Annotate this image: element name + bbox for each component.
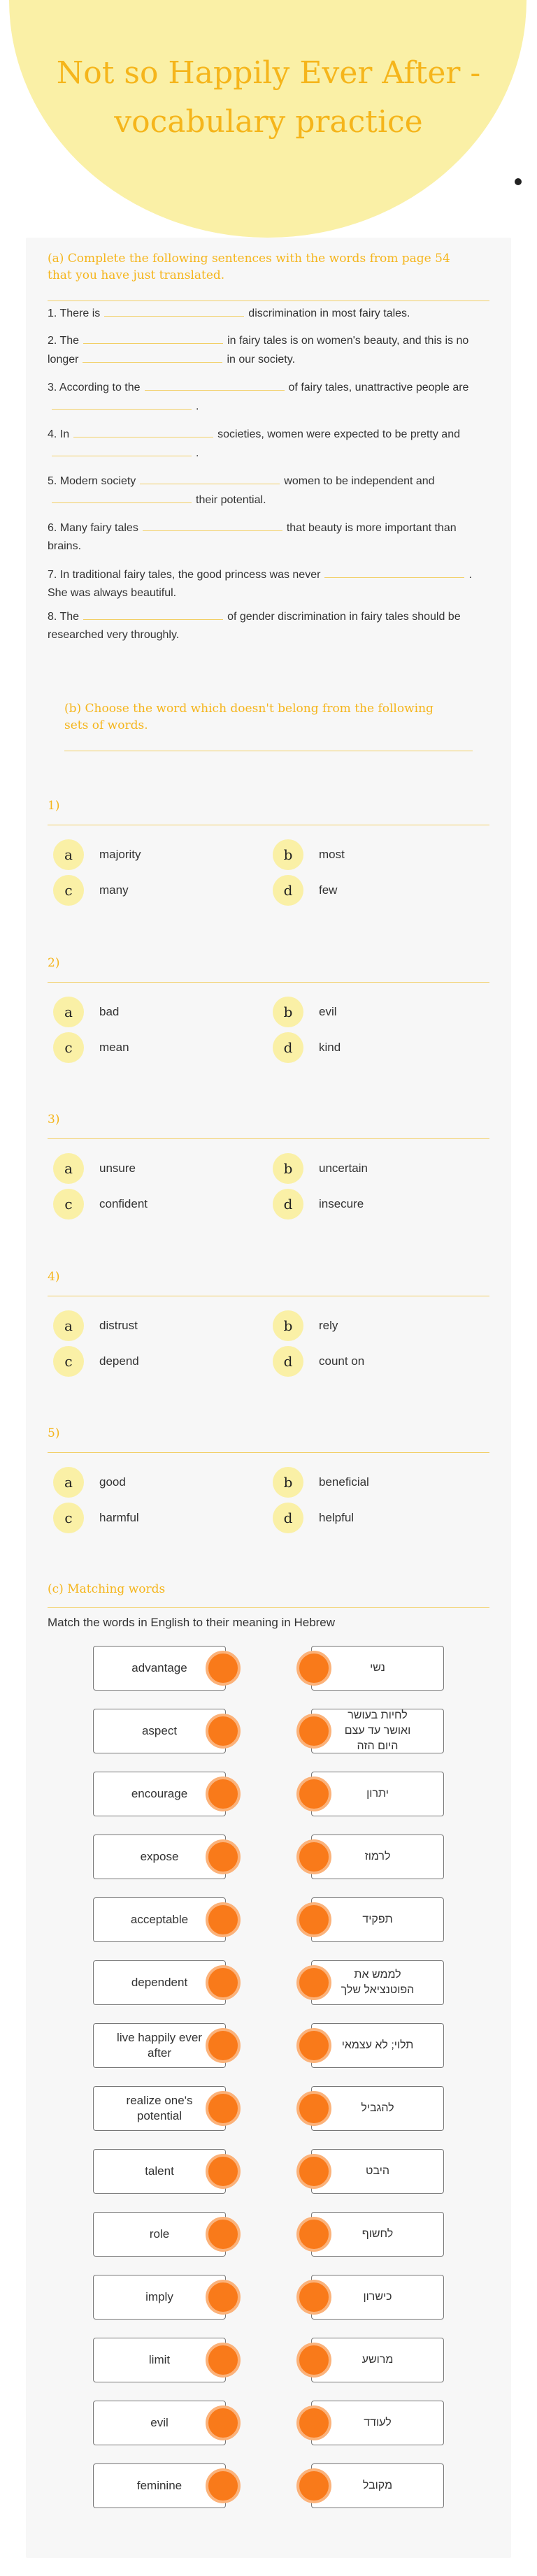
match-dot-right[interactable] [296,2091,331,2126]
option-letter: b [273,1153,303,1184]
english-word-card[interactable]: acceptable [93,1897,226,1942]
match-dot-right[interactable] [296,1965,331,2000]
sentence [48,378,489,416]
sentence-middle: women to be independent and [284,475,435,487]
divider [48,982,489,983]
match-dot-right[interactable] [296,2280,331,2315]
divider [48,1607,489,1608]
page-title: Not so Happily Ever After - vocabulary practice [56,55,481,140]
english-word-card[interactable]: realize one's potential [93,2086,226,2131]
blank-input[interactable] [52,444,192,456]
hebrew-word-card[interactable]: היבט [311,2149,444,2194]
sentence-start: 5. Modern society [48,475,136,487]
match-dot-left[interactable] [206,2405,241,2440]
part-b-heading: (b) Choose the word which doesn't belong from the following sets of words. [64,702,434,732]
option-d[interactable] [273,1032,341,1063]
blank-input[interactable] [52,491,192,503]
match-dot-left[interactable] [206,2154,241,2189]
sentence-start: 6. Many fairy tales [48,522,138,534]
option-letter: c [53,1503,84,1533]
hebrew-word-card[interactable]: לרמוז [311,1835,444,1879]
part-a-heading: (a) Complete the following sentences with the words from page 54 that you have just translated. [48,252,450,282]
hebrew-word-card[interactable]: לחיות בעושר ואושר עד עצם היום הזה [311,1709,444,1753]
sentence-middle: in fairy tales is on women's beauty, and this is no longer [48,335,469,366]
option-d[interactable] [273,875,337,906]
sentence-middle: discrimination in most fairy tales. [248,307,410,319]
option-text: uncertain [319,1162,368,1175]
divider [48,1452,489,1453]
option-letter: d [273,1032,303,1063]
blank-input[interactable] [143,519,282,531]
blank-input[interactable] [83,331,223,344]
sentence [48,519,489,556]
match-dot-right[interactable] [296,1651,331,1686]
option-a[interactable] [53,839,141,870]
sentence-start: 1. There is [48,307,101,319]
option-letter: d [273,1189,303,1220]
sentence-end: in our society. [227,354,296,366]
match-dot-left[interactable] [206,2028,241,2063]
hebrew-word-card[interactable]: כישרון [311,2275,444,2320]
option-b[interactable] [273,839,345,870]
option-letter: a [53,839,84,870]
match-dot-left[interactable] [206,2217,241,2252]
option-b[interactable] [273,997,337,1027]
match-dot-left[interactable] [206,2468,241,2503]
blank-input[interactable] [140,472,280,484]
part-c-heading: (c) Matching words [48,1582,166,1596]
english-word-card[interactable]: dependent [93,1960,226,2005]
sentence-start: 2. The [48,335,80,347]
blank-input[interactable] [104,304,244,317]
option-c[interactable] [53,1189,148,1220]
hebrew-word-card[interactable]: מקובל [311,2463,444,2508]
blank-input[interactable] [52,397,192,410]
english-word-card[interactable]: limit [93,2338,226,2382]
option-b[interactable] [273,1467,369,1498]
option-a[interactable] [53,1153,136,1184]
sentence [48,425,489,463]
option-a[interactable] [53,1310,138,1341]
question-number: 3) [48,1113,60,1127]
option-a[interactable] [53,1467,126,1498]
option-letter: b [273,1310,303,1341]
match-dot-left[interactable] [206,1777,241,1811]
option-d[interactable] [273,1189,364,1220]
option-text: depend [99,1354,139,1368]
match-dot-right[interactable] [296,1714,331,1749]
match-dot-right[interactable] [296,2468,331,2503]
match-dot-left[interactable] [206,2091,241,2126]
match-dot-left[interactable] [206,1902,241,1937]
divider [48,1138,489,1139]
option-letter: b [273,1467,303,1498]
sentence-middle: . She was always beautiful. [48,569,472,599]
blank-input[interactable] [83,607,223,620]
english-word-card[interactable]: live happily ever after [93,2023,226,2068]
option-b[interactable] [273,1153,368,1184]
question-number: 1) [48,799,60,813]
sentence-end: their potential. [196,494,266,506]
blank-input[interactable] [73,425,213,437]
match-dot-right[interactable] [296,2028,331,2063]
option-text: count on [319,1354,365,1368]
option-text: rely [319,1319,338,1332]
hebrew-word-card[interactable]: יתרון [311,1772,444,1816]
match-dot-left[interactable] [206,1839,241,1874]
sentence [48,331,489,369]
option-letter: d [273,1503,303,1533]
match-dot-left[interactable] [206,1965,241,2000]
part-c-intro: Match the words in English to their meaning in Hebrew [48,1616,336,1629]
question-number: 2) [48,956,60,970]
english-word-card[interactable]: encourage [93,1772,226,1816]
sentence-start: 7. In traditional fairy tales, the good princess was never [48,569,321,581]
option-letter: c [53,1189,84,1220]
hebrew-word-card[interactable]: להגביל [311,2086,444,2131]
match-dot-right[interactable] [296,1902,331,1937]
hebrew-word-card[interactable]: תפקיד [311,1897,444,1942]
blank-input[interactable] [324,565,464,578]
option-text: most [319,848,345,861]
option-letter: b [273,997,303,1027]
option-letter: c [53,875,84,906]
english-word-card[interactable]: talent [93,2149,226,2194]
match-dot-left[interactable] [206,1714,241,1749]
english-word-card[interactable]: feminine [93,2463,226,2508]
option-letter: d [273,1346,303,1377]
english-word-card[interactable]: evil [93,2401,226,2445]
option-letter: c [53,1032,84,1063]
sentence [48,472,489,509]
option-letter: a [53,1153,84,1184]
option-text: majority [99,848,141,861]
hebrew-word-card[interactable]: לחשוף [311,2212,444,2257]
option-text: helpful [319,1511,355,1524]
option-text: evil [319,1005,337,1018]
question-number: 5) [48,1426,60,1440]
english-word-card[interactable]: advantage [93,1646,226,1691]
option-letter: a [53,1467,84,1498]
option-text: unsure [99,1162,136,1175]
sentence-start: 4. In [48,428,70,440]
option-text: harmful [99,1511,139,1524]
sentence-middle: that beauty is more important than brains. [48,522,457,552]
option-letter: a [53,1310,84,1341]
sentence [48,565,489,602]
match-dot-right[interactable] [296,2154,331,2189]
sentence-middle: of gender discrimination in fairy tales should be researched very throughly. [48,611,461,641]
hebrew-word-card[interactable]: נשי [311,1646,444,1691]
match-dot-left[interactable] [206,2343,241,2378]
sentence-start: 3. According to the [48,382,141,393]
option-text: confident [99,1197,148,1210]
option-text: good [99,1475,126,1489]
hebrew-word-card[interactable]: לעודד [311,2401,444,2445]
blank-input[interactable] [83,350,222,363]
sentence [48,607,489,644]
option-letter: b [273,839,303,870]
option-text: beneficial [319,1475,369,1489]
option-d[interactable] [273,1503,354,1533]
sentence-end: . [196,400,199,412]
option-text: distrust [99,1319,138,1332]
option-letter: d [273,875,303,906]
option-text: insecure [319,1197,364,1210]
match-dot-right[interactable] [296,1777,331,1811]
match-dot-left[interactable] [206,1651,241,1686]
option-letter: c [53,1346,84,1377]
match-dot-left[interactable] [206,2280,241,2315]
sentence-middle: societies, women were expected to be pretty and [217,428,460,440]
hebrew-word-card[interactable]: לממש את הפוטנציאל שלך [311,1960,444,2005]
option-text: many [99,883,129,897]
option-c[interactable] [53,1503,139,1533]
english-word-card[interactable]: imply [93,2275,226,2320]
option-c[interactable] [53,875,129,906]
option-c[interactable] [53,1346,139,1377]
side-dot-icon [515,178,522,185]
option-text: bad [99,1005,120,1018]
match-dot-right[interactable] [296,2343,331,2378]
option-a[interactable] [53,997,119,1027]
match-dot-right[interactable] [296,2405,331,2440]
question-number: 4) [48,1270,60,1284]
sentence [48,304,489,323]
sentence-end: . [196,447,199,459]
match-dot-right[interactable] [296,2217,331,2252]
option-d[interactable] [273,1346,364,1377]
sentence-middle: of fairy tales, unattractive people are [288,382,469,393]
hebrew-word-card[interactable]: תלוי; לא עצמאי [311,2023,444,2068]
sentence-start: 8. The [48,611,80,623]
english-word-card[interactable]: expose [93,1835,226,1879]
blank-input[interactable] [145,378,285,391]
option-text: mean [99,1041,129,1054]
hebrew-word-card[interactable]: מרושע [311,2338,444,2382]
option-letter: a [53,997,84,1027]
option-text: kind [319,1041,341,1054]
english-word-card[interactable]: role [93,2212,226,2257]
option-b[interactable] [273,1310,338,1341]
option-text: few [319,883,338,897]
english-word-card[interactable]: aspect [93,1709,226,1753]
match-dot-right[interactable] [296,1839,331,1874]
option-c[interactable] [53,1032,129,1063]
